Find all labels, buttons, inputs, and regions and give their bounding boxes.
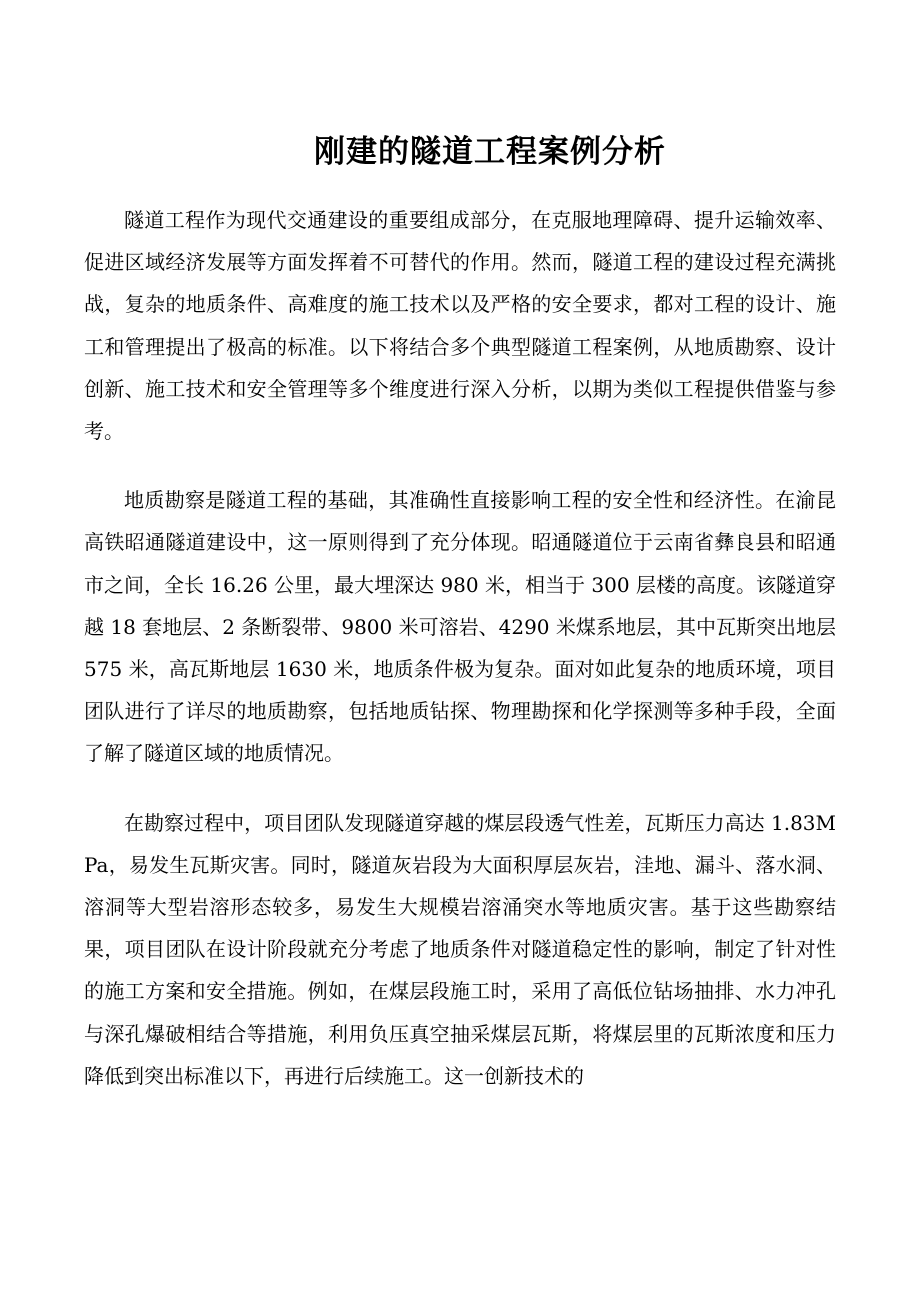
- document-body: [84, 199, 836, 1124]
- paragraph-geological-survey: 地质勘察是隧道工程的基础，其准确性直接影响工程的安全性和经济性。在渝昆高铁昭通隧道建设中，这一原则得到了充分体现。昭通隧道位于云南省彝良县和昭通市之间，全长 16.26 公里，最大埋深达 980 米，相当于 300 层楼的高度。该隧道穿越 18 套地层、2 条断裂带、9800 米可溶岩、4290 米煤系地层，其中瓦斯突出地层 575 米，高瓦斯地层 1630 米，地质条件极为复杂。面对如此复杂的地质环境，项目团队进行了详尽的地质勘察，包括地质钻探、物理勘探和化学探测等多种手段，全面了解了隧道区域的地质情况。: [84, 488, 836, 766]
- paragraph-intro: 隧道工程作为现代交通建设的重要组成部分，在克服地理障碍、提升运输效率、促进区域经济发展等方面发挥着不可替代的作用。然而，隧道工程的建设过程充满挑战，复杂的地质条件、高难度的施工技术以及严格的安全要求，都对工程的设计、施工和管理提出了极高的标准。以下将结合多个典型隧道工程案例，从地质勘察、设计创新、施工技术和安全管理等多个维度进行深入分析，以期为类似工程提供借鉴与参考。: [84, 208, 836, 444]
- document-title: 刚建的隧道工程案例分析: [314, 134, 666, 170]
- paragraph-survey-findings: 在勘察过程中，项目团队发现隧道穿越的煤层段透气性差，瓦斯压力高达 1.83MPa，易发生瓦斯灾害。同时，隧道灰岩段为大面积厚层灰岩，洼地、漏斗、落水洞、溶洞等大型岩溶形态较多，易发生大规模岩溶涌突水等地质灾害。基于这些勘察结果，项目团队在设计阶段就充分考虑了地质条件对隧道稳定性的影响，制定了针对性的施工方案和安全措施。例如，在煤层段施工时，采用了高低位钻场抽排、水力冲孔与深孔爆破相结合等措施，利用负压真空抽采煤层瓦斯，将煤层里的瓦斯浓度和压力降低到突出标准以下，再进行后续施工。这一创新技术的: [84, 810, 836, 1088]
